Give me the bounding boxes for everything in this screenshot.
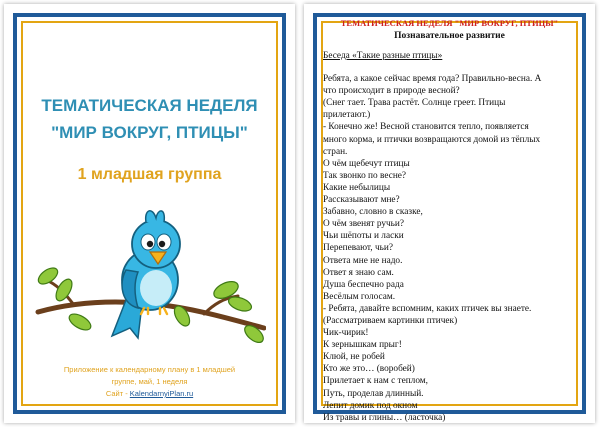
text-line: Из травы и глины… (ласточка) [323, 412, 446, 423]
text-line: О чём щебечут птицы [323, 158, 410, 169]
text-line: Путь, проделав длинный. [323, 388, 424, 399]
text-line: Рассказывают мне? [323, 195, 400, 206]
section-title: Познавательное развитие [394, 31, 505, 41]
text-line: стран. [323, 146, 348, 157]
cover-footer-line: Приложение к календарному плану в 1 младшей [63, 365, 236, 374]
text-line: К зернышкам прыг! [323, 340, 402, 351]
text-line: много корма, и птички возвращаются домой из тёплых [323, 134, 541, 145]
cover-footer-line: группе, май, 1 неделя [111, 377, 188, 386]
text-line: Чьи шёпоты и ласки [323, 231, 404, 242]
text-line: Перепевают, чьи? [323, 243, 393, 254]
text-line: (Рассматриваем картинки птичек) [323, 315, 458, 326]
text-line: Ответ я знаю сам. [323, 267, 394, 278]
text-line: Клюй, не робей [323, 352, 385, 363]
text-line: Так звонко по весне? [323, 170, 407, 181]
document-header: ТЕМАТИЧЕСКАЯ НЕДЕЛЯ "МИР ВОКРУГ, ПТИЦЫ" [340, 18, 559, 28]
text-line: что происходит в природе весной? [323, 86, 460, 97]
cover-group-label: 1 младшая группа [77, 166, 222, 183]
text-line: Ребята, а какое сейчас время года? Правильно-весна. А [323, 74, 542, 85]
document-body [323, 50, 581, 423]
cover-title [22, 92, 277, 146]
cover-title-line: "МИР ВОКРУГ, ПТИЦЫ" [51, 123, 248, 142]
cover-page [4, 4, 295, 423]
text-page [304, 4, 595, 423]
text-line: Забавно, словно в сказке, [323, 207, 423, 218]
text-line: Душа беспечно рада [323, 279, 404, 290]
text-line: - Ребята, давайте вспомним, каких птичек вы знаете. [323, 303, 532, 314]
text-line: Чик-чирик! [323, 328, 369, 339]
cover-footer [22, 364, 277, 400]
text-line: Лепит домик под окном [323, 400, 418, 411]
paragraph-gap [323, 62, 581, 73]
text-line: - Конечно же! Весной становится тепло, появляется [323, 122, 529, 133]
cover-site-label: Сайт - [105, 389, 130, 398]
text-line: Кто же это… (воробей) [323, 364, 415, 375]
conversation-subtitle: Беседа «Такие разные птицы» [323, 51, 443, 61]
bird-on-branch-icon [34, 204, 266, 346]
text-line: О чём звенят ручьи? [323, 219, 405, 230]
text-line: Прилетает к нам с теплом, [323, 376, 429, 387]
site-link[interactable]: KalendarnyiPlan.ru [129, 389, 194, 398]
text-line: (Снег тает. Трава растёт. Солнце греет. Птицы [323, 98, 506, 109]
cover-title-line: ТЕМАТИЧЕСКАЯ НЕДЕЛЯ [41, 96, 258, 115]
cover-site-line [22, 388, 277, 400]
text-line: прилетают.) [323, 110, 371, 121]
text-line: Какие небылицы [323, 182, 391, 193]
text-line: Весёлым голосам. [323, 291, 396, 302]
text-line: Ответа мне не надо. [323, 255, 403, 266]
